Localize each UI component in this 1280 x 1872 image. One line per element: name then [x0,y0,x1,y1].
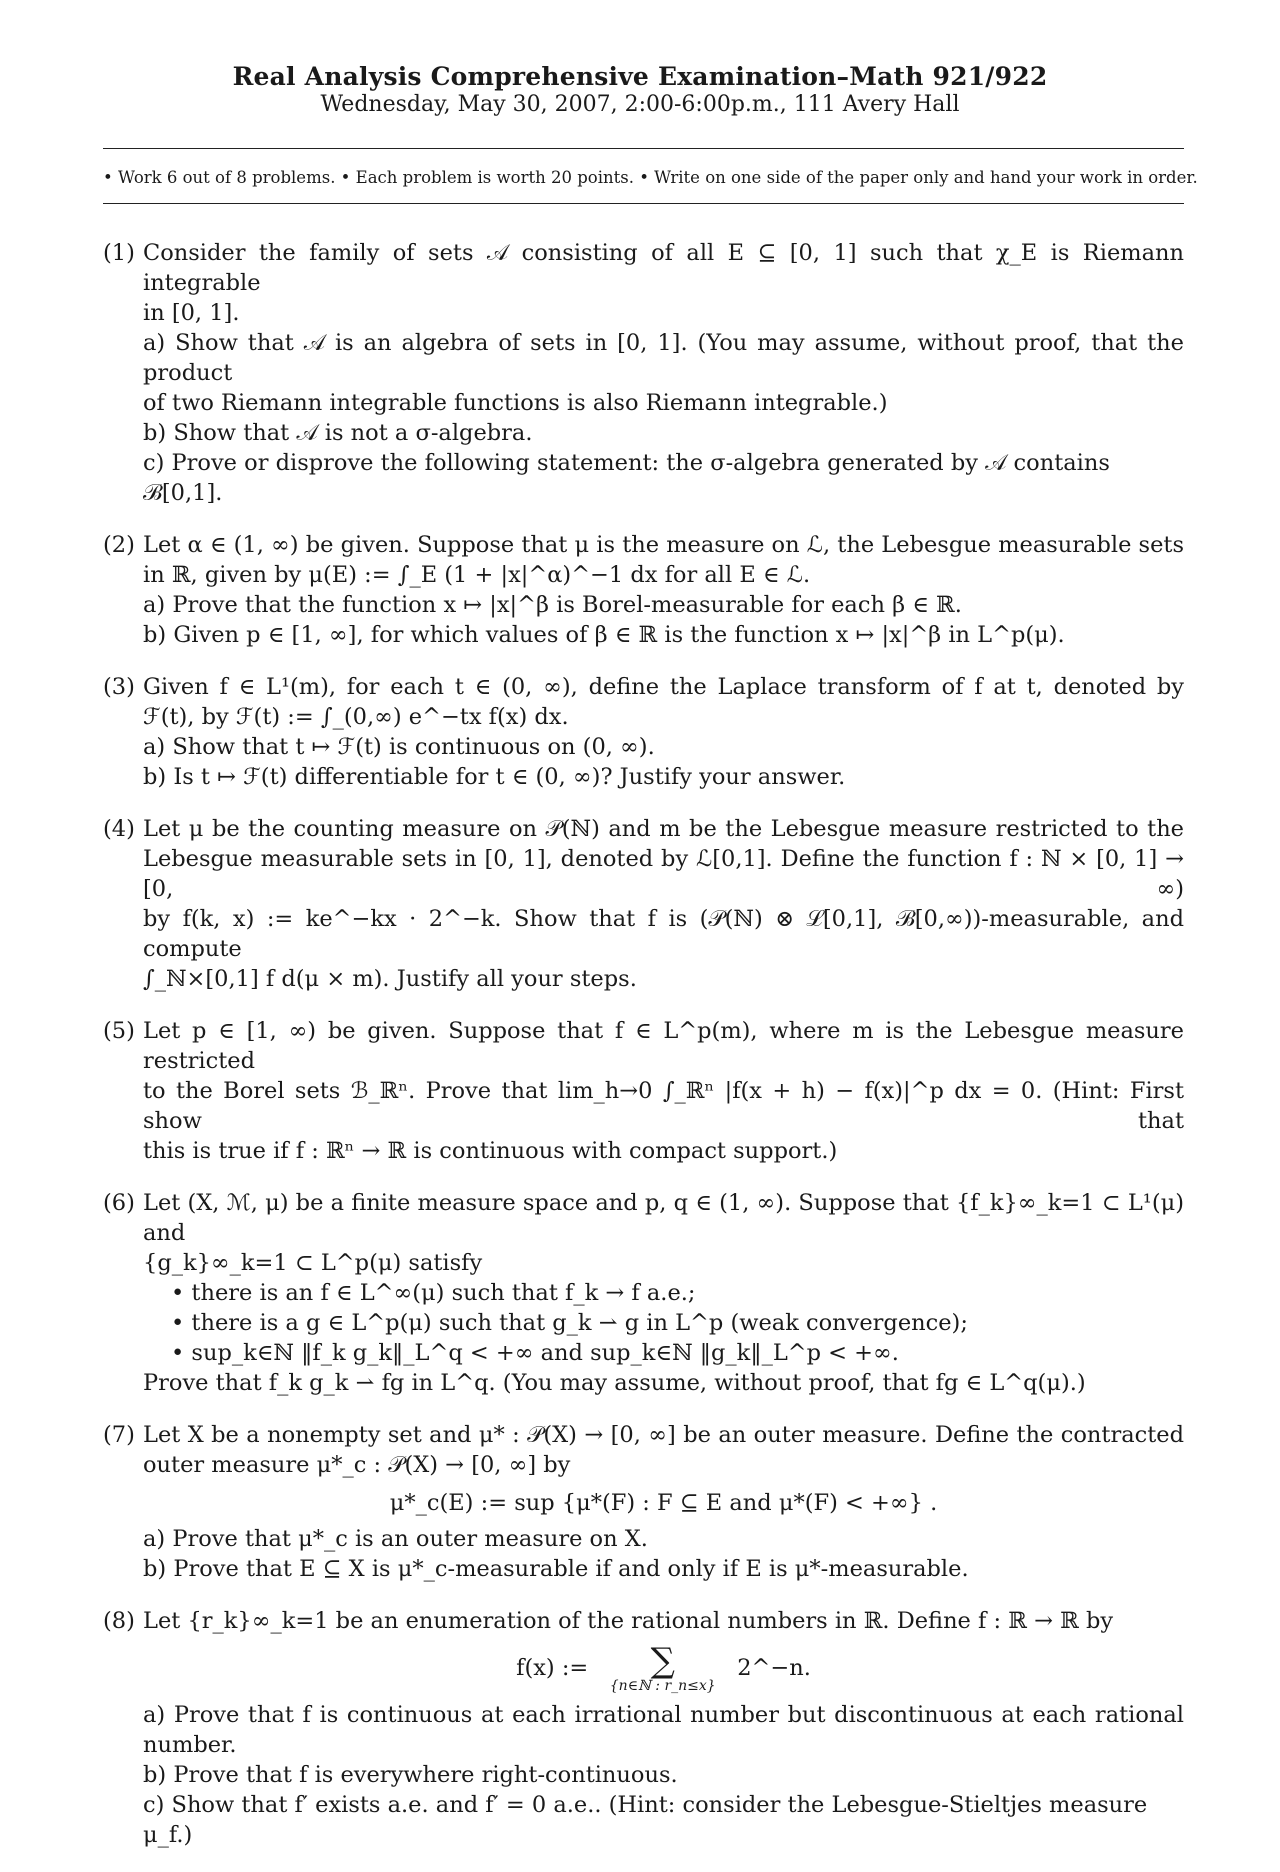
problem-line: a) Prove that the function x ↦ |x|^β is Borel-measurable for each β ∈ ℝ. [143,592,962,618]
problem-number: (6) [103,1190,135,1216]
problem-line: b) Prove that f is everywhere right-continuous. [143,1762,678,1788]
top-divider [103,148,1184,149]
summation-symbol: ∑ [650,1641,675,1681]
problem-number: (1) [103,240,135,266]
problem-line: Given f ∈ L¹(m), for each t ∈ (0, ∞), define the Laplace transform of f at t, denoted by [143,674,1184,700]
exam-subtitle: Wednesday, May 30, 2007, 2:00-6:00p.m., 111 Avery Hall [320,92,960,117]
summation-index: {n∈ℕ : r_n≤x} [609,1678,716,1694]
problem-line: a) Show that 𝒜 is an algebra of sets in [0, 1]. (You may assume, without proof, that the product [143,330,1184,386]
bullet-item: • there is an f ∈ L^∞(μ) such that f_k → f a.e.; [171,1280,696,1306]
problem-3 [103,672,1184,792]
summation [609,1641,716,1694]
bullet-item: • sup_k∈ℕ ‖f_k g_k‖_L^q < +∞ and sup_k∈ℕ ‖g_k‖_L^p < +∞. [171,1340,899,1366]
problem-line: ℱ(t), by ℱ(t) := ∫_(0,∞) e^−tx f(x) dx. [143,704,569,730]
equation-rhs: 2^−n. [737,1655,811,1681]
problem-line: Lebesgue measurable sets in [0, 1], denoted by ℒ[0,1]. Define the function f : ℕ × [0, 1] → [0, ∞) [143,846,1184,902]
problem-line: this is true if f : ℝⁿ → ℝ is continuous with compact support.) [143,1138,838,1164]
problem-number: (3) [103,674,135,700]
problem-line: Prove that f_k g_k ⇀ fg in L^q. (You may assume, without proof, that fg ∈ L^q(μ).) [143,1370,1086,1396]
problem-line: by f(k, x) := ke^−kx · 2^−k. Show that f is (𝒫(ℕ) ⊗ ℒ[0,1], ℬ[0,∞))-measurable, and compute [143,906,1184,962]
problem-line: Let α ∈ (1, ∞) be given. Suppose that μ is the measure on ℒ, the Lebesgue measurable sets [143,532,1184,558]
problem-line: c) Prove or disprove the following statement: the σ-algebra generated by 𝒜 contains ℬ[0,1]. [143,450,1110,506]
problem-line: a) Prove that f is continuous at each irrational number but discontinuous at each rational [143,1702,1184,1728]
problem-line: to the Borel sets ℬ_ℝⁿ. Prove that lim_h→0 ∫_ℝⁿ |f(x + h) − f(x)|^p dx = 0. (Hint: First show that [143,1078,1184,1134]
problem-8 [103,1606,1184,1850]
problem-line: b) Given p ∈ [1, ∞], for which values of β ∈ ℝ is the function x ↦ |x|^β in L^p(μ). [143,622,1065,648]
problem-number: (4) [103,816,135,842]
problem-line: b) Prove that E ⊆ X is μ*_c-measurable if and only if E is μ*-measurable. [143,1556,969,1582]
problem-number: (8) [103,1608,135,1634]
equation-lhs: f(x) := [516,1655,589,1681]
problem-line: of two Riemann integrable functions is also Riemann integrable.) [143,390,888,416]
problem-line: outer measure μ*_c : 𝒫(X) → [0, ∞] by [143,1452,571,1478]
problem-list [103,238,1184,1872]
problem-line: Let μ be the counting measure on 𝒫(ℕ) and m be the Lebesgue measure restricted to the [143,816,1184,842]
problem-number: (5) [103,1018,135,1044]
bullet-item: • there is a g ∈ L^p(μ) such that g_k ⇀ g in L^p (weak convergence); [171,1310,968,1336]
display-equation: μ*_c(E) := sup {μ*(F) : F ⊆ E and μ*(F) < +∞} . [389,1490,938,1516]
problem-6 [103,1188,1184,1398]
problem-line: a) Show that t ↦ ℱ(t) is continuous on (0, ∞). [143,734,655,760]
problem-7 [103,1420,1184,1584]
problem-2 [103,530,1184,650]
problem-4 [103,814,1184,994]
problem-line: number. [143,1732,237,1758]
bottom-divider [103,203,1184,204]
exam-title: Real Analysis Comprehensive Examination–Math 921/922 [232,62,1048,91]
problem-line: b) Is t ↦ ℱ(t) differentiable for t ∈ (0, ∞)? Justify your answer. [143,764,846,790]
problem-line: in [0, 1]. [143,300,240,326]
problem-line: Let X be a nonempty set and μ* : 𝒫(X) → [0, ∞] be an outer measure. Define the contracted [143,1422,1184,1448]
problem-line: Consider the family of sets 𝒜 consisting of all E ⊆ [0, 1] such that χ_E is Riemann integrable [143,240,1184,296]
display-equation [143,1641,1184,1694]
problem-number: (2) [103,532,135,558]
problem-line: b) Show that 𝒜 is not a σ-algebra. [143,420,533,446]
problem-number: (7) [103,1422,135,1448]
problem-line: {g_k}∞_k=1 ⊂ L^p(μ) satisfy [143,1250,483,1276]
exam-instructions: • Work 6 out of 8 problems. • Each problem is worth 20 points. • Write on one side of the paper only and hand your work in order. [103,168,1198,187]
problem-line: a) Prove that μ*_c is an outer measure on X. [143,1526,648,1552]
problem-line: ∫_ℕ×[0,1] f d(μ × m). Justify all your steps. [143,966,637,992]
problem-line: in ℝ, given by μ(E) := ∫_E (1 + |x|^α)^−1 dx for all E ∈ ℒ. [143,562,811,588]
problem-line: Let (X, ℳ, μ) be a finite measure space and p, q ∈ (1, ∞). Suppose that {f_k}∞_k=1 ⊂ L¹(μ) and [143,1190,1184,1246]
problem-line: c) Show that f′ exists a.e. and f′ = 0 a.e.. (Hint: consider the Lebesgue-Stieltjes measure μ_f.) [143,1792,1148,1848]
problem-5 [103,1016,1184,1166]
problem-line: Let p ∈ [1, ∞) be given. Suppose that f ∈ L^p(m), where m is the Lebesgue measure restricted [143,1018,1184,1074]
problem-line: Let {r_k}∞_k=1 be an enumeration of the rational numbers in ℝ. Define f : ℝ → ℝ by [143,1608,1114,1634]
problem-1 [103,238,1184,508]
